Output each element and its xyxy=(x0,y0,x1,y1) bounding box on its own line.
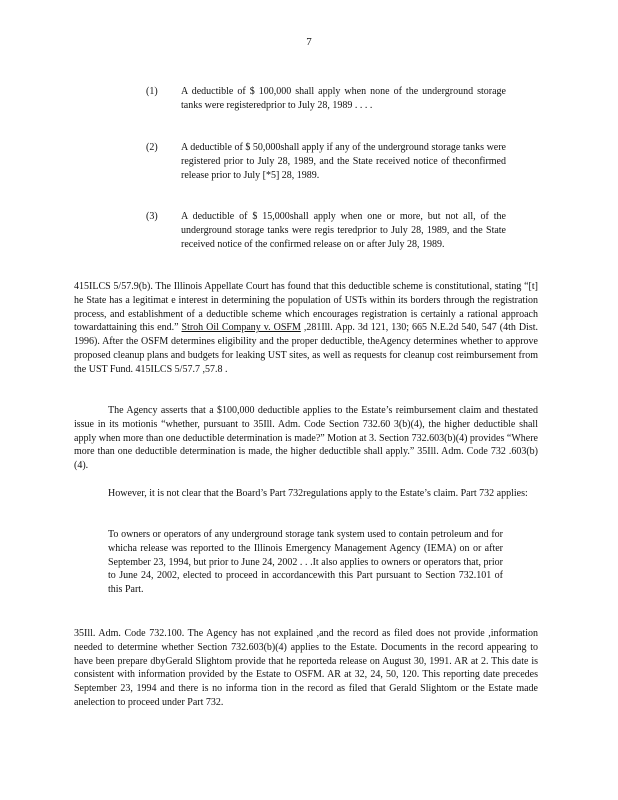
statute-paragraph xyxy=(74,280,538,377)
item-number: (2) xyxy=(146,142,158,153)
page-number: 7 xyxy=(306,36,312,48)
block-quote: To owners or operators of any underground storage tank system used to contain petroleum and for whicha release was reported to the Illinois Emergency Management Agency (IEMA) on or after September 23, 1994, but prior to June 24, 2002 . . .It also applies to owners or operators that, prior to June 24, 2002, elected to proceed in accordancewith this Part pursuant to Section 732.101 of this Part. xyxy=(108,529,503,596)
paragraph-text: 415ILCS 5/57.9(b). The Illinois Appellate Court has found that this deductible scheme is constitutional, stating “[t] he State has a legitimat e interest in determining the population of USTs within its borders through the registration process, and establishment of a deductible scheme which encourages registration is certainly a rational approach towardattaining this end.” xyxy=(74,281,538,334)
item-text: A deductible of $ 50,000shall apply if any of the underground storage tanks were registered prior to July 28, 1989, and the State received notice of theconfirmed release prior to July [*5] 28, 1989. xyxy=(181,142,506,181)
case-citation-link[interactable]: Stroh Oil Company v. OSFM xyxy=(181,322,301,334)
item-text: A deductible of $ 100,000 shall apply when none of the underground storage tanks were registeredprior to July 28, 1989 . . . . xyxy=(181,86,506,111)
item-number: (1) xyxy=(146,86,158,97)
agency-argument-paragraph: The Agency asserts that a $100,000 deductible applies to the Estate’s reimbursement claim and thestated issue in its motionis “whether, pursuant to 35Ill. Adm. Code Section 732.60 3(b)(4), the higher deductible shall apply when more than one deductible determination is made?” Motion at 3. Section 732.603(b)(4) provides “Where more than one deductible determination is made, the higher deductible shall apply.” 35Ill. Adm. Code 732 .603(b)(4). xyxy=(74,405,538,472)
item-text: A deductible of $ 15,000shall apply when one or more, but not all, of the underground storage tanks were regis teredprior to July 28, 1989, and the State received notice of the confirmed release on or after July 28, 1989. xyxy=(181,211,506,250)
applicability-paragraph: However, it is not clear that the Board’s Part 732regulations apply to the Estate’s claim. Part 732 applies: xyxy=(108,488,528,499)
item-number: (3) xyxy=(146,211,158,222)
analysis-paragraph: 35Ill. Adm. Code 732.100. The Agency has not explained ,and the record as filed does not provide ,information needed to determine whether Section 732.603(b)(4) applies to the Estate. Documents in the record appearing to have been prepare dbyGerald Slightom provide that he reporteda release on August 30, 1991. AR at 2. This date is consistent with information provided by the Estate to OSFM. AR at 32, 24, 50, 120. This reporting date precedes September 23, 1994 and there is no informa tion in the record as filed that Gerald Slightom or the Estate made anelection to proceed under Part 732. xyxy=(74,628,538,708)
paragraph-text: ,281Ill. App. 3d 121, 130; 665 N.E.2d 540, 547 (4th Dist. 1996). After the OSFM determines eligibility and the proper deductible, theAgency determines whether to approve proposed cleanup plans and budgets for leaking UST sites, as well as requests for cleanup cost reimbursement from the UST Fund. 415ILCS 5/57.7 ,57.8 . xyxy=(74,322,539,375)
